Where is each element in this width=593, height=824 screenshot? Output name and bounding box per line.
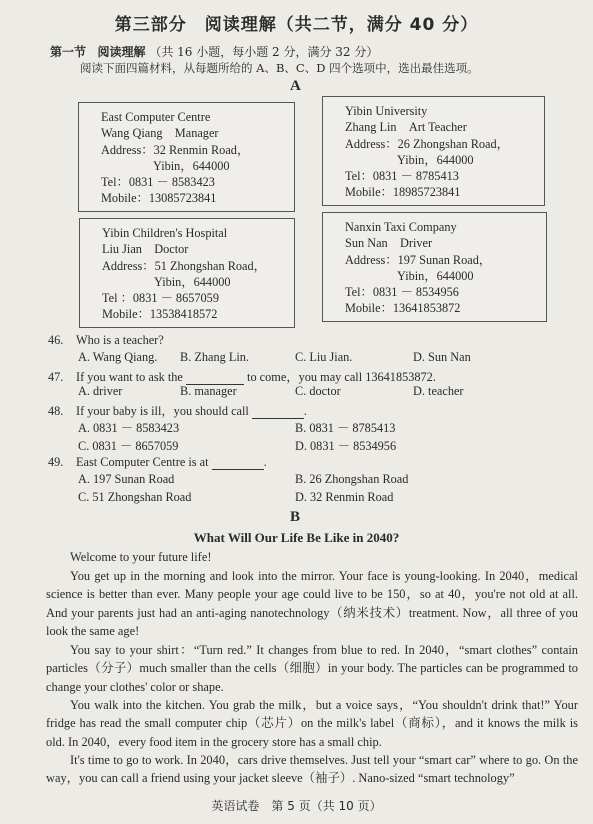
card-mobile: Mobile：18985723841 bbox=[345, 185, 461, 200]
contact-card-4 bbox=[322, 212, 547, 322]
card-org: Yibin Children's Hospital bbox=[102, 226, 228, 240]
passage-b-letter: B bbox=[290, 509, 301, 525]
question-47 bbox=[48, 367, 436, 385]
card-tel: Tel：0831 － 8785413 bbox=[345, 169, 459, 184]
passage-title: What Will Our Life Be Like in 2040? bbox=[193, 530, 400, 545]
question-text-end: . bbox=[303, 404, 307, 418]
paragraph-3: You say to your shirt：“Turn red.” It changes from blue to red. In 2040，“smart clothes” contain particles（分子）much smaller than the cells（细胞）in your body. The particles can be programmed to change your clothes' color or shape. bbox=[46, 643, 578, 694]
part-heading bbox=[50, 43, 378, 60]
answer-blank bbox=[212, 469, 264, 470]
contact-card-3 bbox=[79, 218, 295, 328]
option-46-c[interactable]: C. Liu Jian. bbox=[295, 350, 353, 364]
option-47-b[interactable]: B. manager bbox=[180, 384, 237, 398]
section-title: 第三部分 阅读理解（共二节，满分 40 分） bbox=[114, 15, 479, 35]
question-number: 46. bbox=[48, 333, 64, 347]
option-46-d[interactable]: D. Sun Nan bbox=[413, 350, 471, 364]
card-address: Address：51 Zhongshan Road， bbox=[102, 258, 266, 273]
card-org: East Computer Centre bbox=[101, 110, 211, 124]
card-address: Address：197 Sunan Road， bbox=[345, 252, 492, 267]
paragraph-5: It's time to go to work. In 2040，cars drive themselves. Just tell your “smart car” where to go. On the way，you can call a friend using your jacket sleeve（袖子）. Nano-sized “smart technology” bbox=[46, 753, 578, 786]
card-address-city: Yibin，644000 bbox=[397, 152, 474, 167]
passage-a-letter: A bbox=[290, 78, 301, 94]
card-address-city: Yibin，644000 bbox=[154, 274, 231, 289]
question-text: Who is a teacher? bbox=[76, 333, 164, 347]
paragraph-1: Welcome to your future life! bbox=[70, 550, 212, 564]
option-48-c[interactable]: C. 0831 － 8657059 bbox=[78, 439, 179, 453]
option-47-d[interactable]: D. teacher bbox=[413, 384, 464, 398]
question-46 bbox=[48, 333, 164, 348]
card-name-role: Wang Qiang Manager bbox=[101, 126, 219, 141]
card-org: Nanxin Taxi Company bbox=[345, 220, 457, 234]
card-mobile: Mobile：13641853872 bbox=[345, 301, 461, 316]
option-47-c[interactable]: C. doctor bbox=[295, 384, 341, 398]
card-address: Address：32 Renmin Road， bbox=[101, 142, 250, 157]
card-tel: Tel：0831 － 8583423 bbox=[101, 175, 215, 190]
card-name-role: Liu Jian Doctor bbox=[102, 242, 189, 257]
paragraph-4: You walk into the kitchen. You grab the milk，but a voice says，“You shouldn't drink that!” Your fridge has read the small computer chip（芯片）on the milk's label（商标），and it knows the milk is old. In 2040，every food item in the grocery store has a small chip. bbox=[46, 698, 578, 749]
question-number: 47. bbox=[48, 370, 64, 384]
option-49-a[interactable]: A. 197 Sunan Road bbox=[78, 472, 175, 486]
card-name-role: Zhang Lin Art Teacher bbox=[345, 120, 467, 135]
question-text: East Computer Centre is at bbox=[76, 455, 209, 469]
option-46-a[interactable]: A. Wang Qiang. bbox=[78, 350, 158, 364]
question-text: If your baby is ill，you should call bbox=[76, 404, 249, 418]
question-number: 48. bbox=[48, 404, 64, 418]
question-48 bbox=[48, 401, 307, 419]
contact-card-2 bbox=[322, 96, 545, 206]
page-footer: 英语试卷 第 5 页（共 10 页） bbox=[211, 799, 382, 813]
option-48-b[interactable]: B. 0831 － 8785413 bbox=[295, 421, 396, 435]
card-mobile: Mobile：13085723841 bbox=[101, 191, 217, 206]
option-48-a[interactable]: A. 0831 － 8583423 bbox=[78, 421, 180, 435]
contact-card-1 bbox=[78, 102, 295, 212]
card-name-role: Sun Nan Driver bbox=[345, 236, 433, 251]
paragraph-2: You get up in the morning and look into the mirror. Your face is young-looking. In 2040，medical science is better than ever. Many people your age could live to be 150，so at 40，you're not old at all. And your parents just had an anti-aging nanotechnology（纳米技术）treatment. Now，all three of you look the same age! bbox=[46, 569, 578, 638]
option-47-a[interactable]: A. driver bbox=[78, 384, 123, 398]
question-text-end: . bbox=[263, 455, 267, 469]
instruction: 阅读下面四篇材料，从每题所给的 A、B、C、D 四个选项中，选出最佳选项。 bbox=[80, 61, 479, 75]
card-org: Yibin University bbox=[345, 104, 428, 118]
option-49-d[interactable]: D. 32 Renmin Road bbox=[295, 490, 394, 504]
question-49 bbox=[48, 455, 267, 470]
card-address: Address：26 Zhongshan Road， bbox=[345, 136, 509, 151]
option-46-b[interactable]: B. Zhang Lin. bbox=[180, 350, 249, 364]
card-address-city: Yibin，644000 bbox=[153, 158, 230, 173]
question-text: If you want to ask the bbox=[76, 370, 183, 384]
part-note: （共 16 小题，每小题 2 分，满分 32 分） bbox=[149, 45, 379, 59]
question-text-end: to come，you may call 13641853872. bbox=[247, 370, 436, 384]
card-tel: Tel ：0831 － 8657059 bbox=[102, 291, 219, 306]
option-49-c[interactable]: C. 51 Zhongshan Road bbox=[78, 490, 192, 504]
question-number: 49. bbox=[48, 455, 64, 469]
card-address-city: Yibin，644000 bbox=[397, 268, 474, 283]
part-label: 第一节 bbox=[50, 45, 87, 59]
part-heading-text: 阅读理解 bbox=[97, 45, 146, 59]
option-49-b[interactable]: B. 26 Zhongshan Road bbox=[295, 472, 409, 486]
option-48-d[interactable]: D. 0831 － 8534956 bbox=[295, 439, 397, 453]
card-mobile: Mobile：13538418572 bbox=[102, 307, 218, 322]
card-tel: Tel：0831 － 8534956 bbox=[345, 285, 459, 300]
